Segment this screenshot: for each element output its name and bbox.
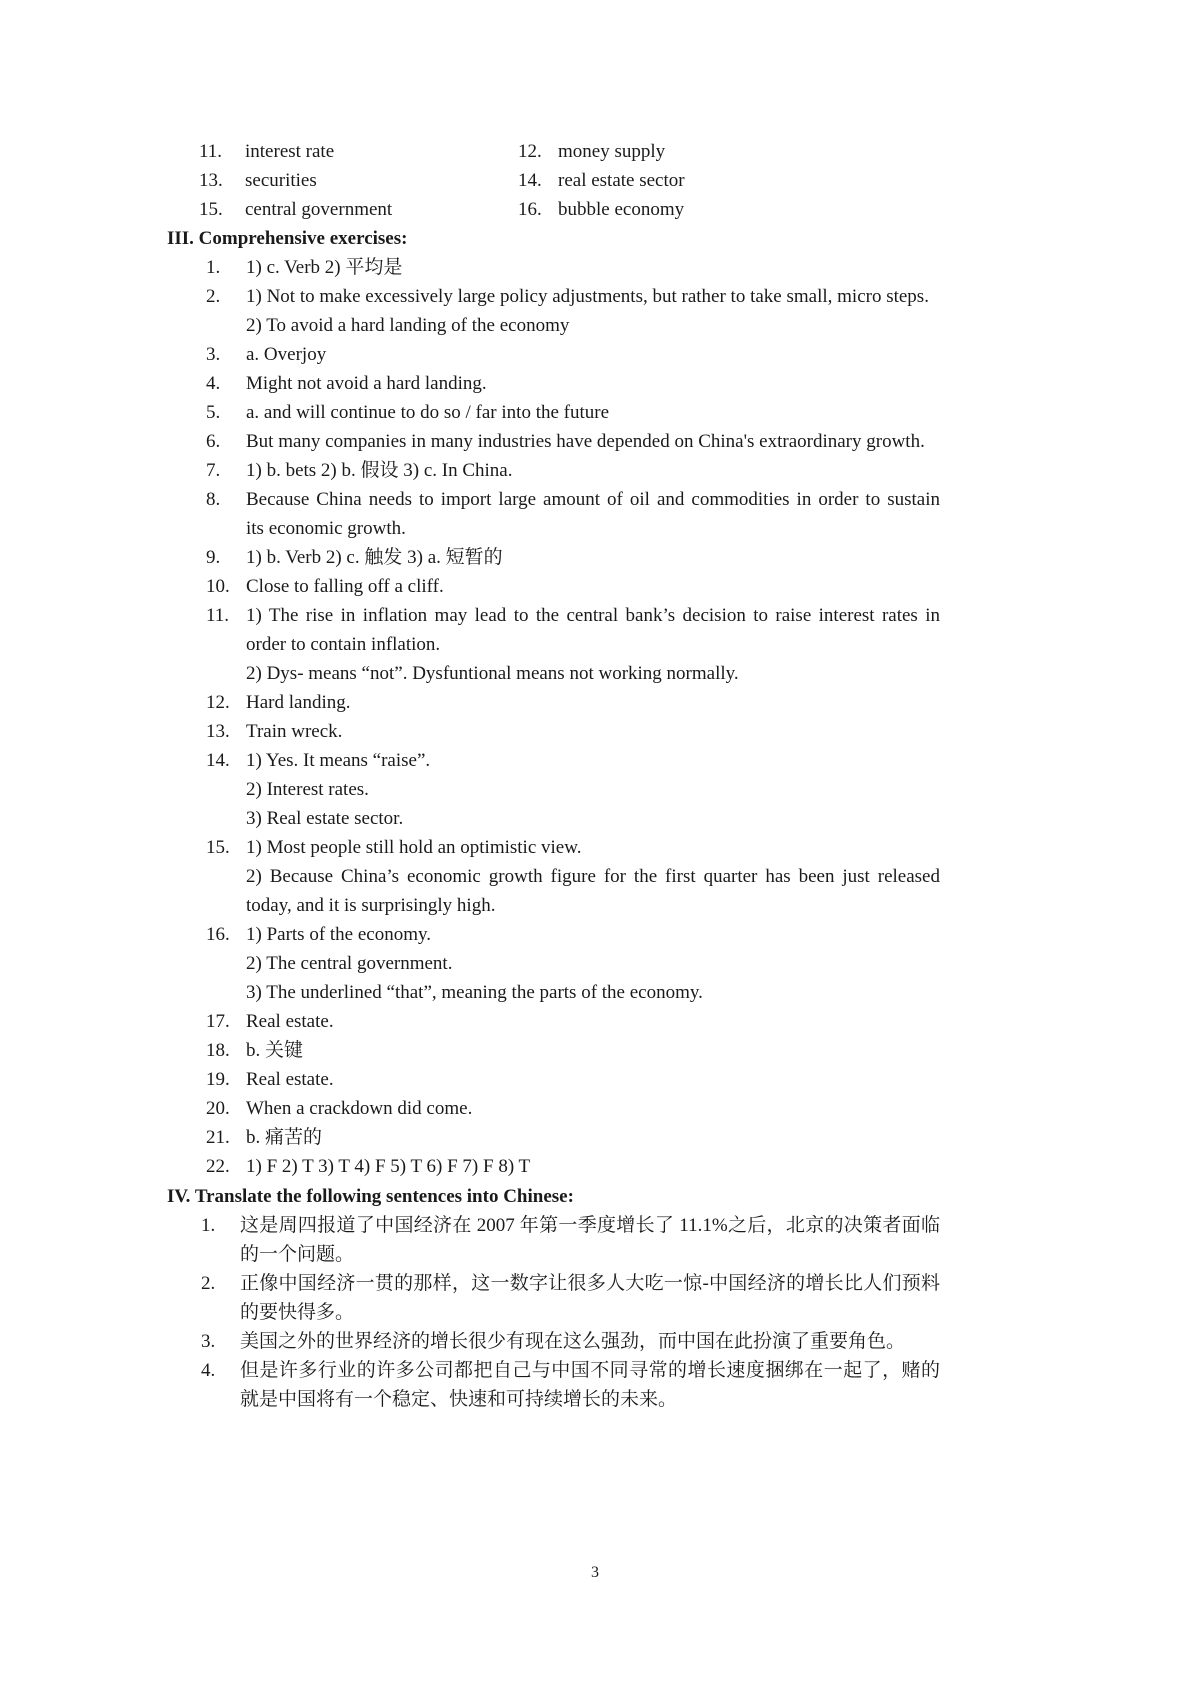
item-number: 16. xyxy=(206,924,230,945)
answer-line: Train wreck. xyxy=(246,721,343,742)
vocab-term: central government xyxy=(245,199,393,220)
item-number: 19. xyxy=(206,1069,230,1090)
answer-line: 1) b. bets 2) b. 假设 3) c. In China. xyxy=(246,460,513,481)
vocab-term: bubble economy xyxy=(558,199,685,220)
translation-line: 但是许多行业的许多公司都把自己与中国不同寻常的增长速度捆绑在一起了，赌的 xyxy=(240,1360,940,1381)
item-number: 4. xyxy=(206,373,221,394)
vocab-number: 14. xyxy=(518,170,542,191)
answer-line: b. 关键 xyxy=(246,1040,304,1061)
item-number: 1. xyxy=(201,1215,216,1236)
answer-line: 1) b. Verb 2) c. 触发 3) a. 短暂的 xyxy=(246,547,503,568)
answer-line: 1) Parts of the economy. xyxy=(246,924,432,945)
answer-line: 1) Yes. It means “raise”. xyxy=(246,750,431,771)
item-number: 17. xyxy=(206,1011,230,1032)
vocab-term: securities xyxy=(245,170,317,191)
answer-line: Close to falling off a cliff. xyxy=(246,576,444,597)
item-number: 12. xyxy=(206,692,230,713)
answer-line: 1) c. Verb 2) 平均是 xyxy=(246,257,403,278)
item-number: 9. xyxy=(206,547,221,568)
translation-line: 美国之外的世界经济的增长很少有现在这么强劲，而中国在此扮演了重要角色。 xyxy=(240,1331,906,1352)
item-number: 3. xyxy=(201,1331,216,1352)
item-number: 7. xyxy=(206,460,221,481)
answer-line: When a crackdown did come. xyxy=(246,1098,473,1119)
item-number: 2. xyxy=(201,1273,216,1294)
answer-line: Real estate. xyxy=(246,1011,334,1032)
item-number: 13. xyxy=(206,721,230,742)
answer-line: Real estate. xyxy=(246,1069,334,1090)
item-number: 14. xyxy=(206,750,230,771)
item-number: 11. xyxy=(206,605,230,626)
item-number: 1. xyxy=(206,257,221,278)
vocab-number: 12. xyxy=(518,141,542,162)
answer-line: a. Overjoy xyxy=(246,344,327,365)
answer-line: 2) Dys- means “not”. Dysfuntional means not working normally. xyxy=(246,663,739,684)
vocab-number: 16. xyxy=(518,199,542,220)
page-number: 3 xyxy=(591,1564,599,1581)
translation-line: 的要快得多。 xyxy=(240,1302,355,1323)
answer-line: 2) Because China’s economic growth figure for the first quarter has been just released xyxy=(246,866,940,887)
answer-line: Might not avoid a hard landing. xyxy=(246,373,487,394)
answer-line: 2) Interest rates. xyxy=(246,779,369,800)
translation-line: 这是周四报道了中国经济在 2007 年第一季度增长了 11.1%之后，北京的决策者面临 xyxy=(240,1215,940,1236)
answer-line: 2) To avoid a hard landing of the economy xyxy=(246,315,570,336)
item-number: 15. xyxy=(206,837,230,858)
item-number: 3. xyxy=(206,344,221,365)
vocab-term: interest rate xyxy=(245,141,335,162)
answer-line: 3) Real estate sector. xyxy=(246,808,404,829)
answer-line: Because China needs to import large amount of oil and commodities in order to sustain xyxy=(246,489,940,510)
answer-line: 3) The underlined “that”, meaning the parts of the economy. xyxy=(246,982,703,1003)
vocab-number: 15. xyxy=(199,199,223,220)
item-number: 2. xyxy=(206,286,221,307)
translation-line: 的一个问题。 xyxy=(240,1244,355,1265)
item-number: 22. xyxy=(206,1156,230,1177)
translation-line: 就是中国将有一个稳定、快速和可持续增长的未来。 xyxy=(240,1389,678,1410)
item-number: 6. xyxy=(206,431,221,452)
vocab-term: real estate sector xyxy=(558,170,685,191)
answer-line: b. 痛苦的 xyxy=(246,1127,323,1148)
item-number: 21. xyxy=(206,1127,230,1148)
answer-line: 1) Not to make excessively large policy adjustments, but rather to take small, micro steps. xyxy=(246,286,929,307)
answer-line: today, and it is surprisingly high. xyxy=(246,895,496,916)
section-heading-translate: IV. Translate the following sentences into Chinese: xyxy=(167,1186,574,1207)
answer-line: But many companies in many industries have depended on China's extraordinary growth. xyxy=(246,431,925,452)
item-number: 18. xyxy=(206,1040,230,1061)
vocab-number: 13. xyxy=(199,170,223,191)
answer-line: order to contain inflation. xyxy=(246,634,441,655)
item-number: 5. xyxy=(206,402,221,423)
answer-line: 1) The rise in inflation may lead to the central bank’s decision to raise interest rates in xyxy=(246,605,940,626)
item-number: 20. xyxy=(206,1098,230,1119)
vocab-number: 11. xyxy=(199,141,223,162)
answer-line: 2) The central government. xyxy=(246,953,453,974)
item-number: 8. xyxy=(206,489,221,510)
item-number: 4. xyxy=(201,1360,216,1381)
section-heading-comprehensive: III. Comprehensive exercises: xyxy=(167,228,408,249)
answer-line: its economic growth. xyxy=(246,518,406,539)
answer-line: a. and will continue to do so / far into the future xyxy=(246,402,610,423)
answer-line: 1) Most people still hold an optimistic view. xyxy=(246,837,582,858)
translation-line: 正像中国经济一贯的那样，这一数字让很多人大吃一惊-中国经济的增长比人们预料 xyxy=(240,1273,940,1294)
item-number: 10. xyxy=(206,576,230,597)
answer-line: Hard landing. xyxy=(246,692,351,713)
vocab-term: money supply xyxy=(558,141,666,162)
answer-line: 1) F 2) T 3) T 4) F 5) T 6) F 7) F 8) T xyxy=(246,1156,531,1177)
